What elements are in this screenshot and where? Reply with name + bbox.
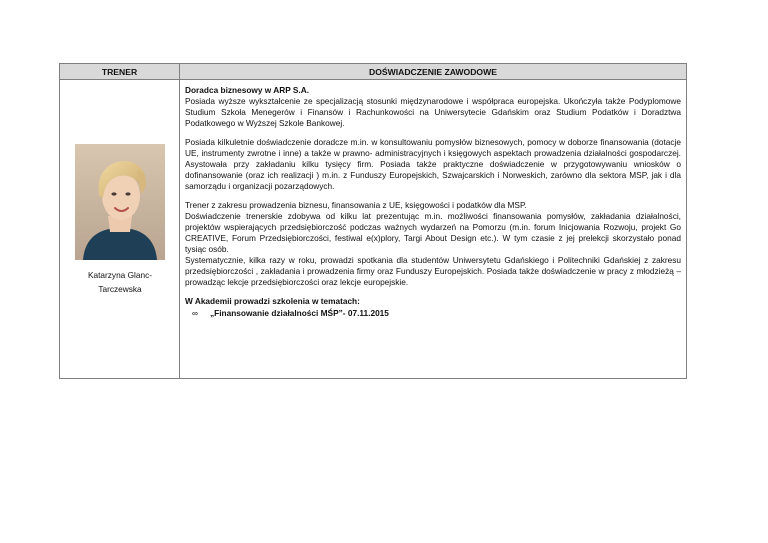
academy-paragraph [185,296,681,319]
table-header-row [60,64,687,80]
role-title: Doradca biznesowy w ARP S.A. [185,85,310,95]
experience-cell [180,80,687,379]
trainer-experience-text: Doświadczenie trenerskie zdobywa od kilku lat prezentując m.in. możliwości finansowania pomysłów, zakładania działalności, projektów wspierających przedsiębiorczość podczas ważnych wydarzeń na Pomorzu (m.in. forum Inicjowania Rozwoju, projekt Go CREATIVE, Forum Przedsiębiorczości, festiwal e(x)plory, Targi About Design etc.). W tym czasie z jej prelekcji skorzystało ponad tysiąc osób. [185,211,681,254]
table-row [60,80,687,379]
advisory-paragraph [185,137,681,192]
advisory-text: Posiada kilkuletnie doświadczenie doradcze m.in. w konsultowaniu pomysłów biznesowych, pomocy w doborze finansowania (dotacje UE, instrumenty zwrotne i inne) a także w prawno- administracyjnych i księgowych aspektach prowadzenia działalności gospodarczej. Asystowała przy zakładaniu kilku tysięcy firm. Posiada także praktyczne doświadczenie w przygotowywaniu wniosków o dofinansowanie (oraz ich realizacji ) m.in. z Funduszy Europejskich, Szwajcarskich i Norweskich, zarówno dla sektora MSP, jak i dla samorządu i organizacji pozarządowych. [185,137,681,191]
trainer-paragraph [185,200,681,288]
trainer-name-line2: Tarczewska [98,284,142,294]
header-experience: DOŚWIADCZENIE ZAWODOWE [180,64,687,80]
header-trainer: TRENER [60,64,180,80]
trainer-name-line1: Katarzyna Glanc- [87,270,153,280]
list-item [185,308,681,319]
infinity-bullet-icon: ∞ [192,308,198,318]
role-paragraph [185,85,681,129]
education-text: Posiada wyższe wykształcenie ze specjalizacją stosunki międzynarodowe i współpraca europejska. Ukończyła także Podyplomowe Studium Szkoła Menegerów i Finansów i Rachunkowości na Uniwersytecie Gdańskim oraz Studium Podatków i Doradztwa Podatkowego w Wyższej Szkole Bankowej. [185,96,681,128]
topic-text: „Finansowanie działalności MŚP”- 07.11.2015 [210,308,389,318]
trainer-photo [75,144,165,260]
portrait-image [75,144,165,260]
trainer-scope-text: Trener z zakresu prowadzenia biznesu, finansowania z UE, księgowości i podatków dla MSP. [185,200,527,210]
trainer-cell [60,80,180,379]
trainer-name [60,268,180,296]
meetings-text: Systematycznie, kilka razy w roku, prowadzi spotkania dla studentów Uniwersytetu Gdańskiego i Politechniki Gdańskiej z zakresu przedsiębiorczości , zakładania i prowadzenia firmy oraz Funduszy Europejskich. Posiada także doświadczenie w pracy z młodzieżą – prowadząc lekcje przedsiębiorczości oraz lekcje europejskie. [185,255,681,287]
academy-heading: W Akademii prowadzi szkolenia w tematach: [185,296,360,306]
trainer-table [59,63,687,379]
